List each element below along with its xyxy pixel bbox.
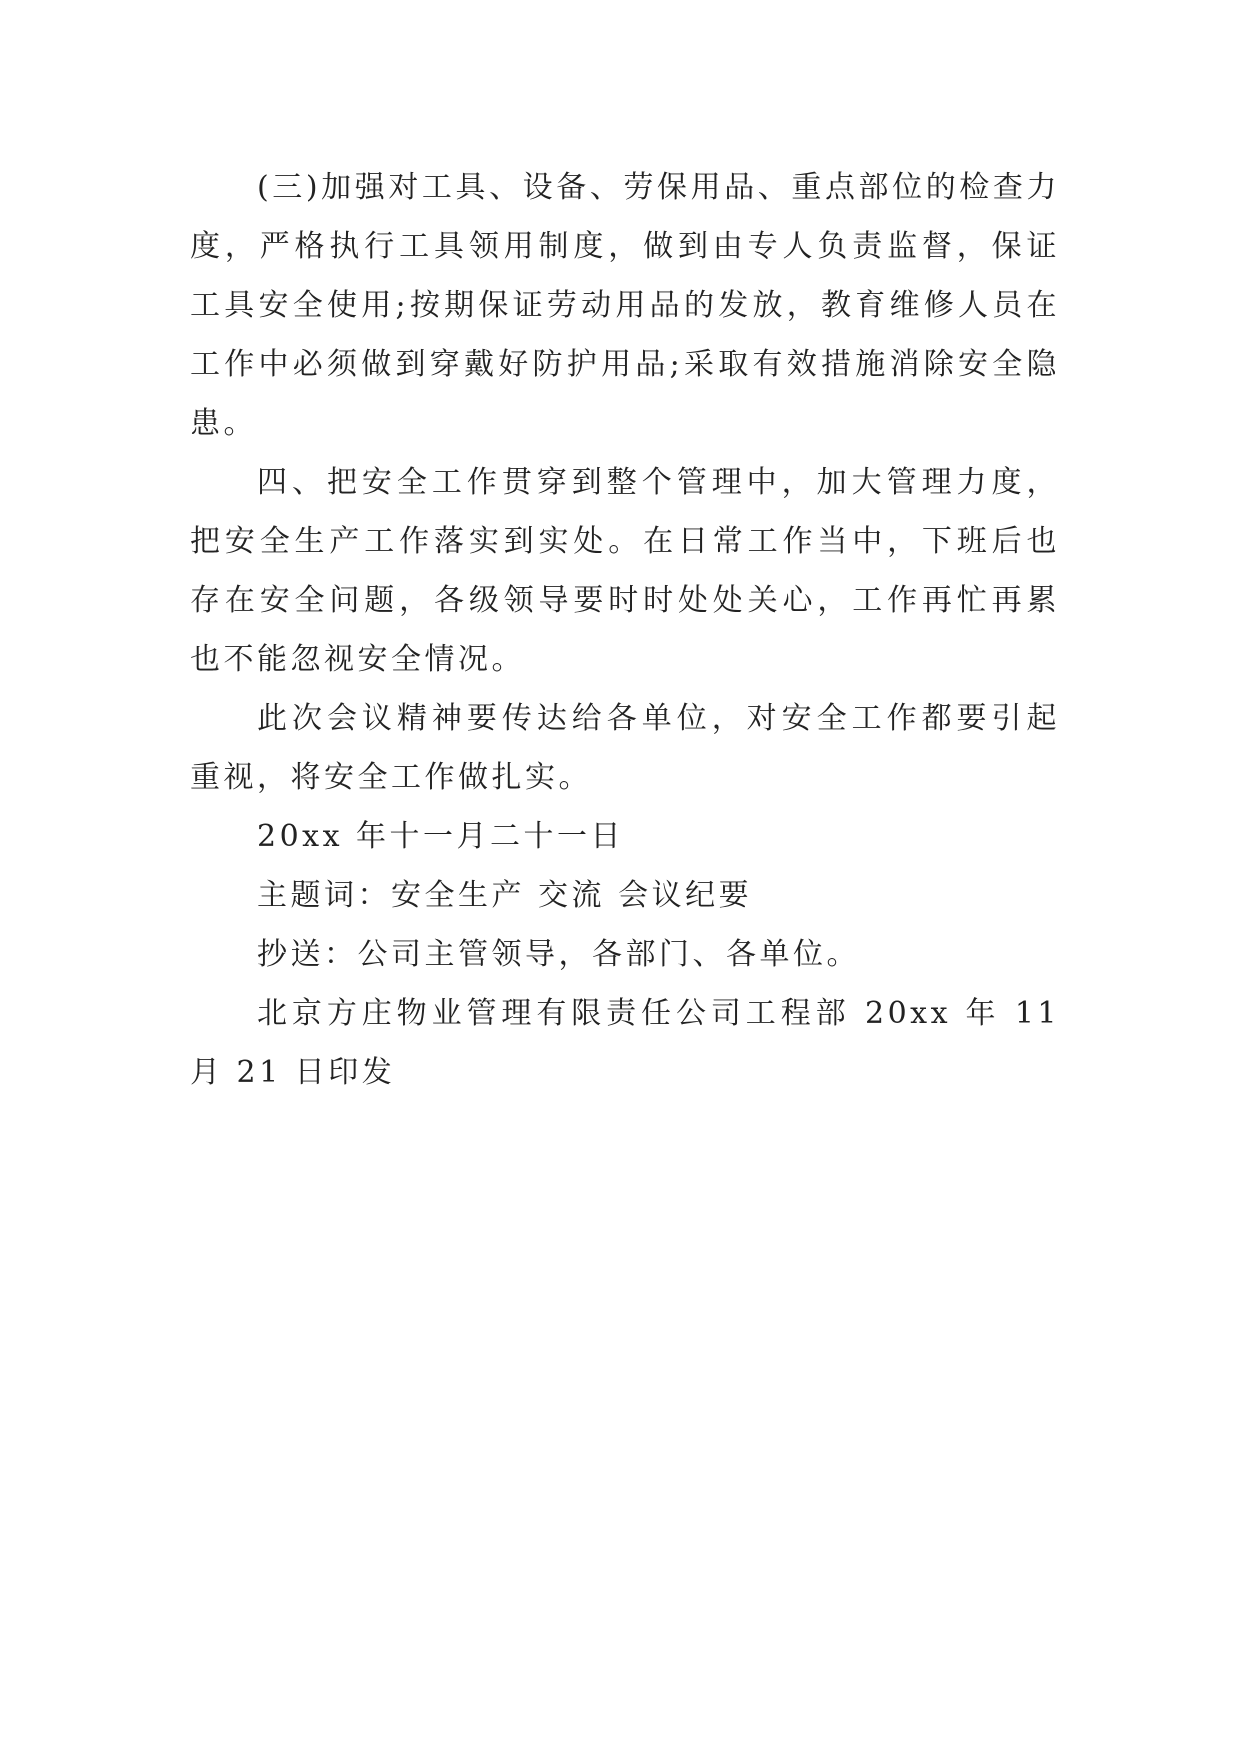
paragraph-meeting-spirit: 此次会议精神要传达给各单位，对安全工作都要引起重视，将安全工作做扎实。 bbox=[190, 701, 1060, 795]
paragraph-management: 四、把安全工作贯穿到整个管理中，加大管理力度，把安全生产工作落实到实处。在日常工作当中，下班后也存在安全问题，各级领导要时时处处关心，工作再忙再累也不能忽视安全情况。 bbox=[190, 465, 1060, 677]
subject-keywords: 主题词：安全生产 交流 会议纪要 bbox=[257, 878, 753, 913]
document-date: 20xx 年十一月二十一日 bbox=[257, 819, 625, 854]
document-body bbox=[190, 158, 1060, 1102]
copy-to: 抄送：公司主管领导，各部门、各单位。 bbox=[257, 937, 860, 972]
issuer-line: 北京方庄物业管理有限责任公司工程部 20xx 年 11 月 21 日印发 bbox=[190, 996, 1060, 1090]
paragraph-inspection: (三)加强对工具、设备、劳保用品、重点部位的检查力度，严格执行工具领用制度，做到由专人负责监督，保证工具安全使用;按期保证劳动用品的发放，教育维修人员在工作中必须做到穿戴好防护用品;采取有效措施消除安全隐患。 bbox=[190, 170, 1060, 441]
